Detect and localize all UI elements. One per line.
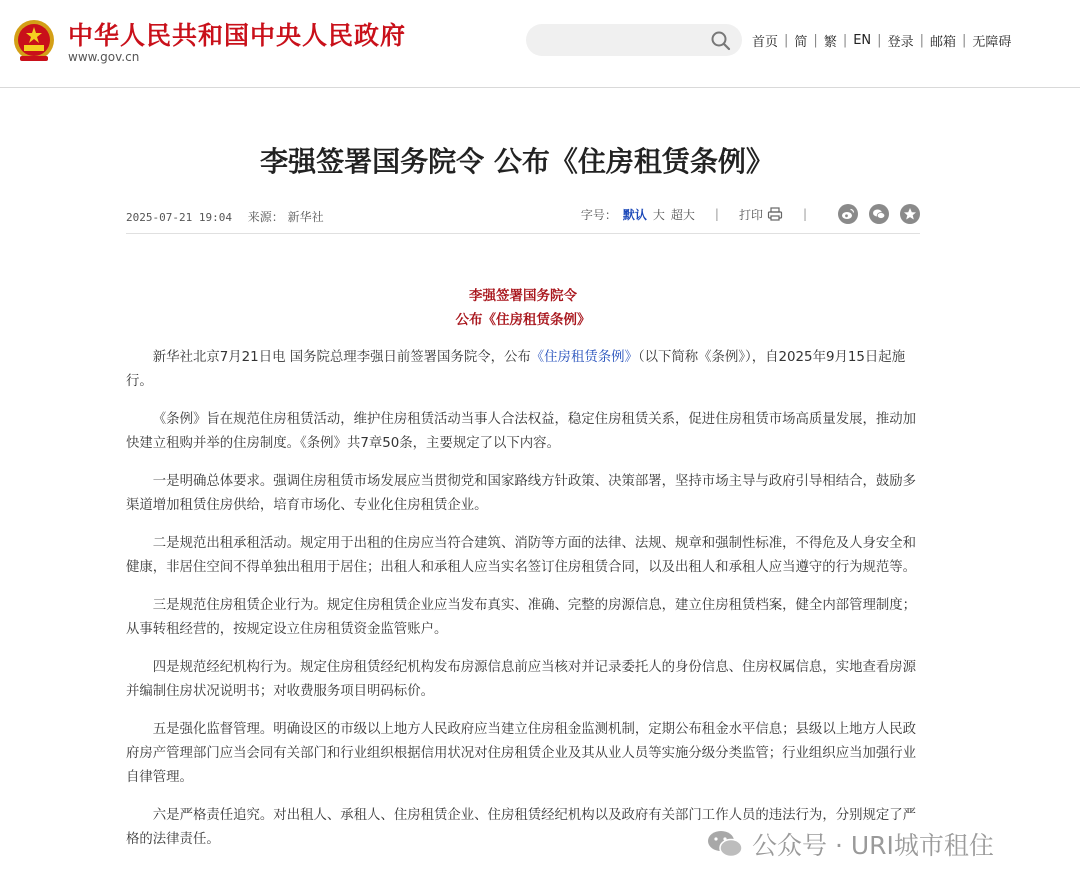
nav-english[interactable]: EN <box>853 33 872 48</box>
article-tools <box>581 204 920 224</box>
national-emblem-icon[interactable] <box>12 18 56 64</box>
wechat-icon[interactable] <box>869 204 889 224</box>
wechat-watermark-icon <box>706 828 744 860</box>
article-meta <box>126 208 324 225</box>
font-size-xlarge[interactable]: 超大 <box>670 207 695 222</box>
favorite-icon[interactable] <box>900 204 920 224</box>
site-url: www.gov.cn <box>68 50 140 64</box>
lead-title-line-1: 李强签署国务院令 <box>469 288 577 304</box>
nav-separator: | <box>784 33 789 48</box>
font-size-default[interactable]: 默认 <box>622 207 647 222</box>
printer-icon <box>767 207 783 221</box>
paragraph: 六是严格责任追究。对出租人、承租人、住房租赁企业、住房租赁经纪机构以及政府有关部门工作人员的违法行为，分别规定了严格的法律责任。 <box>126 808 917 847</box>
tools-divider: | <box>802 207 807 221</box>
tools-divider: | <box>714 207 719 221</box>
top-nav <box>752 31 1011 50</box>
paragraph-intro <box>126 346 920 394</box>
font-size-large[interactable]: 大 <box>652 207 665 222</box>
nav-separator: | <box>813 33 818 48</box>
paragraph: 五是强化监督管理。明确设区的市级以上地方人民政府应当建立住房租金监测机制，定期公布租金水平信息；县级以上地方人民政府房产管理部门应当会同有关部门和行业组织根据信用状况对住房租赁企业及其从业人员等实施分级分类监管；行业组织应当加强行业自律管理。 <box>126 722 917 785</box>
nav-login[interactable]: 登录 <box>887 35 914 50</box>
nav-separator: | <box>877 33 882 48</box>
print-label: 打印 <box>738 207 763 222</box>
paragraph: 二是规范出租承租活动。规定用于出租的住房应当符合建筑、消防等方面的法律、法规、规章和强制性标准，不得危及人身安全和健康，非居住空间不得单独出租用于居住；出租人和承租人应当实名签订住房租赁合同，以及出租人和承租人应当遵守的行为规范等。 <box>126 536 917 575</box>
regulation-link[interactable]: 《住房租赁条例》 <box>530 350 638 365</box>
source-name: 新华社 <box>287 210 324 224</box>
nav-traditional[interactable]: 繁 <box>823 35 837 50</box>
font-size-label: 字号： <box>580 207 617 222</box>
nav-home[interactable]: 首页 <box>752 35 779 50</box>
watermark <box>706 824 994 864</box>
site-title[interactable]: 中华人民共和国中央人民政府 <box>68 21 407 50</box>
paragraph: 三是规范住房租赁企业行为。规定住房租赁企业应当发布真实、准确、完整的房源信息，建立住房租赁档案，健全内部管理制度；从事转租经营的，按规定设立住房租赁资金监管账户。 <box>126 598 917 637</box>
paragraph: 四是规范经纪机构行为。规定住房租赁经纪机构发布房源信息前应当核对并记录委托人的身份信息、住房权属信息，实地查看房源并编制住房状况说明书；对收费服务项目明码标价。 <box>126 660 917 699</box>
watermark-text: 公众号 · URI城市租住 <box>752 831 994 860</box>
print-button[interactable] <box>739 206 783 223</box>
article-title: 李强签署国务院令 公布《住房租赁条例》 <box>260 145 774 178</box>
site-header <box>0 0 1080 88</box>
source-label: 来源： <box>247 210 284 224</box>
search-input[interactable] <box>540 30 710 50</box>
article-body <box>126 284 920 852</box>
nav-mail[interactable]: 邮箱 <box>929 35 956 50</box>
paragraph: 一是明确总体要求。强调住房租赁市场发展应当贯彻党和国家路线方针政策、决策部署，坚持市场主导与政府引导相结合，鼓励多渠道增加租赁住房供给，培育市场化、专业化住房租赁企业。 <box>126 474 917 513</box>
nav-separator: | <box>961 33 967 48</box>
weibo-icon[interactable] <box>838 204 858 224</box>
nav-separator: | <box>919 33 924 48</box>
nav-simplified[interactable]: 简 <box>794 35 808 50</box>
paragraph: 《条例》旨在规范住房租赁活动，维护住房租赁活动当事人合法权益，稳定住房租赁关系，促进住房租赁市场高质量发展，推动加快建立租购并举的住房制度。《条例》共7章50条，主要规定了以下内容。 <box>126 412 917 451</box>
intro-text-a: 新华社北京7月21日电 国务院总理李强日前签署国务院令，公布 <box>152 350 531 365</box>
intro-text-b: （以下简称《条例》），自2025年9月15日起施行。 <box>126 350 906 389</box>
publish-date: 2025-07-21 19:04 <box>126 211 232 224</box>
lead-title-line-2: 公布《住房租赁条例》 <box>455 312 591 328</box>
article-meta-bar <box>126 200 920 234</box>
nav-separator: | <box>842 33 848 48</box>
search-icon[interactable] <box>710 30 732 52</box>
nav-accessibility[interactable]: 无障碍 <box>972 35 1012 50</box>
